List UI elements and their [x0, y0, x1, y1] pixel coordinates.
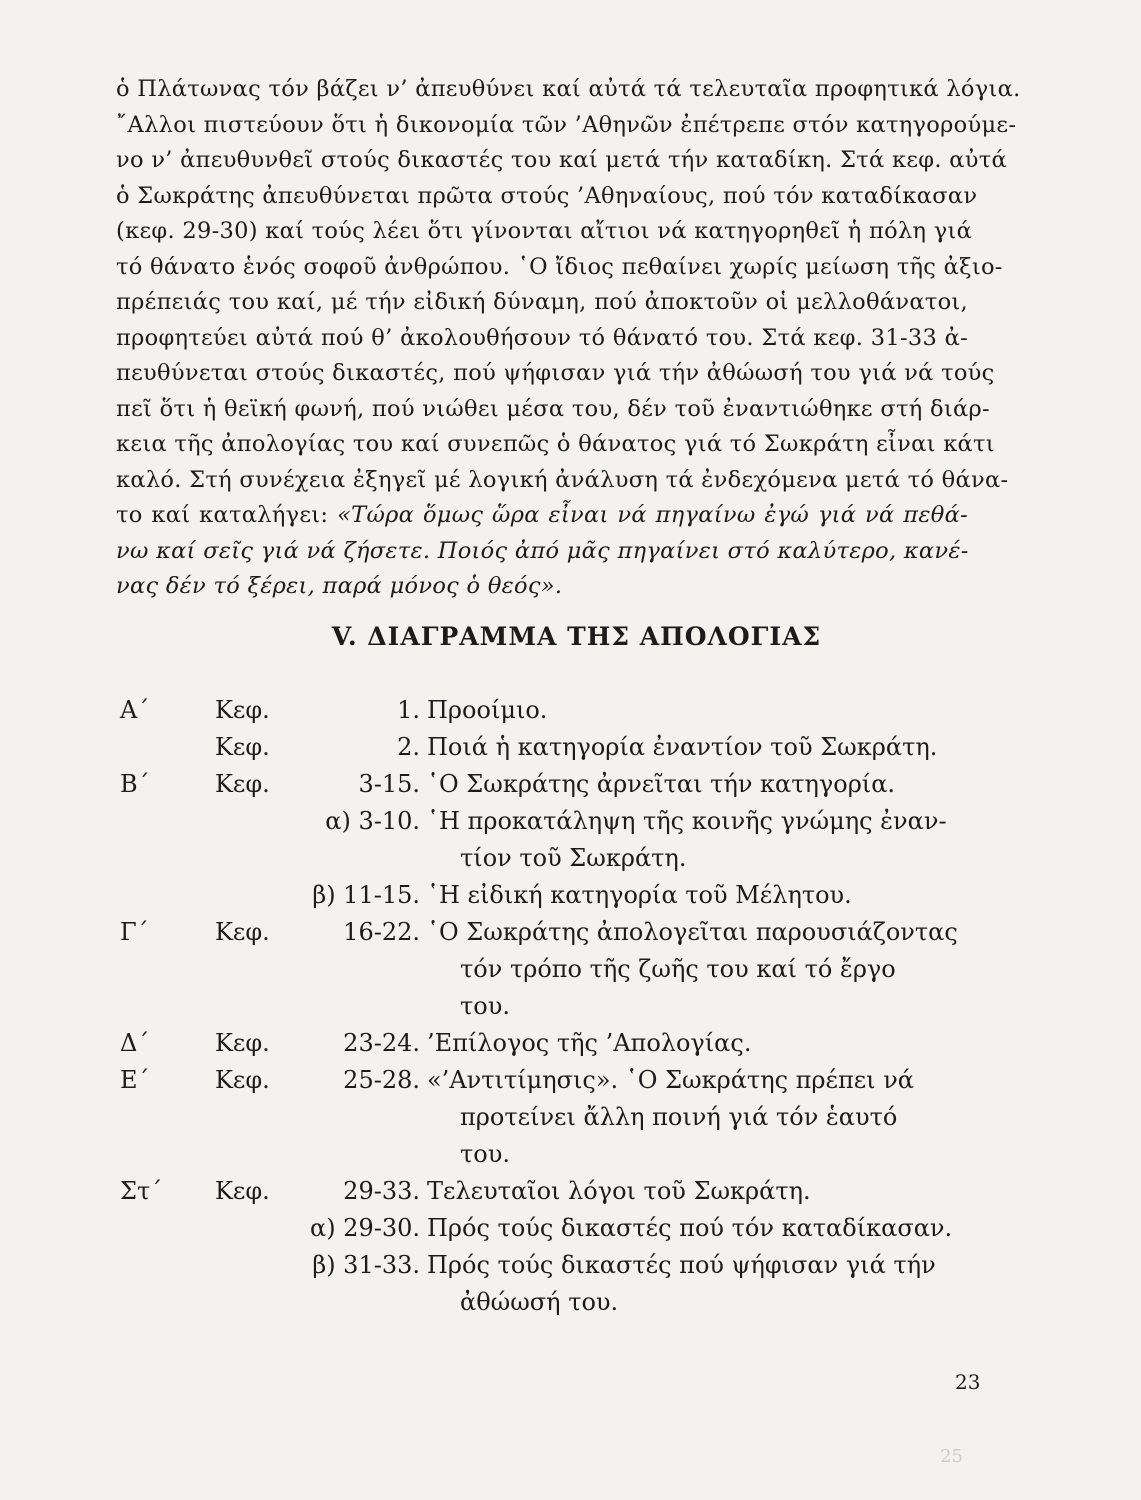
outline-kef: Κεφ. [215, 770, 270, 798]
outline-text [427, 914, 980, 1025]
outline-chapters: β) 11-15. [312, 881, 420, 909]
outline-text-line: Τελευταῖοι λόγοι τοῦ Σωκράτη. [427, 1177, 811, 1205]
outline-list [120, 692, 980, 1321]
outline-text [427, 1247, 980, 1321]
outline-text-line: του. [460, 992, 510, 1020]
outline-text-line: Πρός τούς δικαστές πού τόν καταδίκασαν. [427, 1214, 953, 1242]
outline-row [120, 914, 980, 1025]
outline-text [427, 1025, 980, 1062]
paragraph-line: ὁ Πλάτωνας τόν βάζει ν’ ἀπευθύνει καί αὐτά τά τελευταῖα προφητικά λόγια. [116, 76, 1021, 102]
outline-row [120, 1247, 980, 1321]
outline-row [120, 803, 980, 877]
outline-text-line: του. [460, 1140, 510, 1168]
outline-text [427, 1210, 980, 1247]
outline-text-line: τόν τρόπο τῆς ζωῆς του καί τό ἔργο [460, 955, 896, 983]
outline-chapters: α) 3-10. [325, 807, 420, 835]
outline-text-line: τίον τοῦ Σωκράτη. [460, 844, 687, 872]
outline-chapters: β) 31-33. [312, 1251, 420, 1279]
outline-text [427, 1173, 980, 1210]
outline-row [120, 766, 980, 803]
outline-kef: Κεφ. [215, 1177, 270, 1205]
paragraph-line: κεια τῆς ἀπολογίας του καί συνεπῶς ὁ θάνατος γιά τό Σωκράτη εἶναι κάτι [116, 431, 995, 457]
paragraph-line: πεῖ ὅτι ἡ θεϊκή φωνή, πού νιώθει μέσα του, δέν τοῦ ἐναντιώθηκε στή διάρ- [116, 395, 990, 422]
paragraph-line: προφητεύει αὐτά πού θ’ ἀκολουθήσουν τό θάνατό του. Στά κεφ. 31-33 ἀ- [116, 324, 968, 351]
outline-text-line: ῾Η προκατάληψη τῆς κοινῆς γνώμης ἐναν- [427, 807, 947, 835]
paragraph-line: πρέπειάς του καί, μέ τήν εἰδική δύναμη, πού ἀποκτοῦν οἱ μελλοθάνατοι, [116, 289, 968, 315]
outline-kef: Κεφ. [215, 733, 270, 761]
outline-text-line: Ποιά ἡ κατηγορία ἐναντίον τοῦ Σωκράτη. [427, 733, 938, 761]
outline-chapters: 1. [397, 696, 420, 724]
outline-text-line: ῾Ο Σωκράτης ἀπολογεῖται παρουσιάζοντας [427, 918, 958, 946]
quote-text: νω καί σεῖς γιά νά ζήσετε. Ποιός ἀπό μᾶς πηγαίνει στό καλύτερο, κανέ- [116, 537, 969, 564]
outline-chapters: 16-22. [343, 918, 420, 946]
outline-chapters: 23-24. [343, 1029, 420, 1057]
outline-kef: Κεφ. [215, 1029, 270, 1057]
quote-text: νας δέν τό ξέρει, παρά μόνος ὁ θεός». [116, 573, 563, 599]
outline-text [427, 803, 980, 877]
outline-text-line: ῾Η εἰδική κατηγορία τοῦ Μέλητου. [427, 881, 852, 909]
outline-letter: Δ΄ [120, 1029, 150, 1057]
paragraph-line [116, 569, 968, 605]
outline-text [427, 692, 980, 729]
outline-text-line: ἀθώωσή του. [460, 1288, 619, 1316]
section-heading: V. ΔΙΑΓΡΑΜΜΑ ΤΗΣ ΑΠΟΛΟΓΙΑΣ [331, 622, 822, 651]
outline-row [120, 1173, 980, 1210]
outline-text-line: προτείνει ἄλλη ποινή γιά τόν ἑαυτό [460, 1103, 898, 1131]
outline-chapters: 2. [397, 733, 420, 761]
outline-letter: Β΄ [120, 770, 150, 798]
outline-text [427, 729, 980, 766]
paragraph-line [116, 534, 968, 570]
outline-letter: Στ΄ [120, 1177, 163, 1205]
paragraph-text: το καί καταλήγει: [116, 502, 338, 528]
outline-letter: Γ΄ [120, 918, 149, 946]
outline-row [120, 1062, 980, 1173]
outline-text [427, 1062, 980, 1173]
outline-chapters: α) 29-30. [309, 1214, 420, 1242]
outline-row [120, 729, 980, 766]
outline-row [120, 1210, 980, 1247]
paragraph-line: ῎Αλλοι πιστεύουν ὅτι ἡ δικονομία τῶν ’Αθηνῶν ἐπέτρεπε στόν κατηγορούμε- [116, 111, 1017, 138]
outline-chapters: 29-33. [343, 1177, 420, 1205]
outline-kef: Κεφ. [215, 918, 270, 946]
outline-chapters: 25-28. [343, 1066, 420, 1094]
body-paragraph [116, 72, 1021, 605]
outline-letter: Α΄ [120, 696, 150, 724]
paragraph-line: (κεφ. 29-30) καί τούς λέει ὅτι γίνονται αἴτιοι νά κατηγορηθεῖ ἡ πόλη γιά [116, 218, 973, 244]
paragraph-line: πευθύνεται στούς δικαστές, πού ψήφισαν γιά τήν ἀθώωσή του γιά νά τούς [116, 360, 995, 386]
paragraph-line: καλό. Στή συνέχεια ἐξηγεῖ μέ λογική ἀνάλυση τά ἐνδεχόμενα μετά τό θάνα- [116, 466, 1009, 493]
outline-row [120, 877, 980, 914]
paragraph-line: ὁ Σωκράτης ἀπευθύνεται πρῶτα στούς ’Αθηναίους, πού τόν καταδίκασαν [116, 182, 978, 209]
quote-text: «Τώρα ὅμως ὥρα εἶναι νά πηγαίνω ἐγώ γιά νά πεθά- [337, 502, 969, 528]
outline-text [427, 877, 980, 914]
outline-text-line: Προοίμιο. [427, 696, 548, 724]
outline-row [120, 692, 980, 729]
outline-text-line: ’Επίλογος τῆς ’Απολογίας. [427, 1029, 752, 1057]
outline-letter: Ε΄ [120, 1066, 150, 1094]
outline-kef: Κεφ. [215, 1066, 270, 1094]
bleed-through-page-number: 25 [940, 1446, 963, 1467]
page-number: 23 [955, 1370, 981, 1394]
outline-chapters: 3-15. [358, 770, 420, 798]
outline-kef: Κεφ. [215, 696, 270, 724]
paragraph-line [116, 498, 968, 534]
outline-text-line: «’Αντιτίμησις». ῾Ο Σωκράτης πρέπει νά [427, 1066, 915, 1094]
outline-text-line: Πρός τούς δικαστές πού ψήφισαν γιά τήν [427, 1251, 936, 1279]
paragraph-line: τό θάνατο ἑνός σοφοῦ ἀνθρώπου. ῾Ο ἴδιος πεθαίνει χωρίς μείωση τῆς ἀξιο- [116, 253, 1003, 280]
outline-text [427, 766, 980, 803]
paragraph-line: νο ν’ ἀπευθυνθεῖ στούς δικαστές του καί μετά τήν καταδίκη. Στά κεφ. αὐτά [116, 147, 1007, 173]
outline-row [120, 1025, 980, 1062]
outline-text-line: ῾Ο Σωκράτης ἀρνεῖται τήν κατηγορία. [427, 770, 896, 798]
